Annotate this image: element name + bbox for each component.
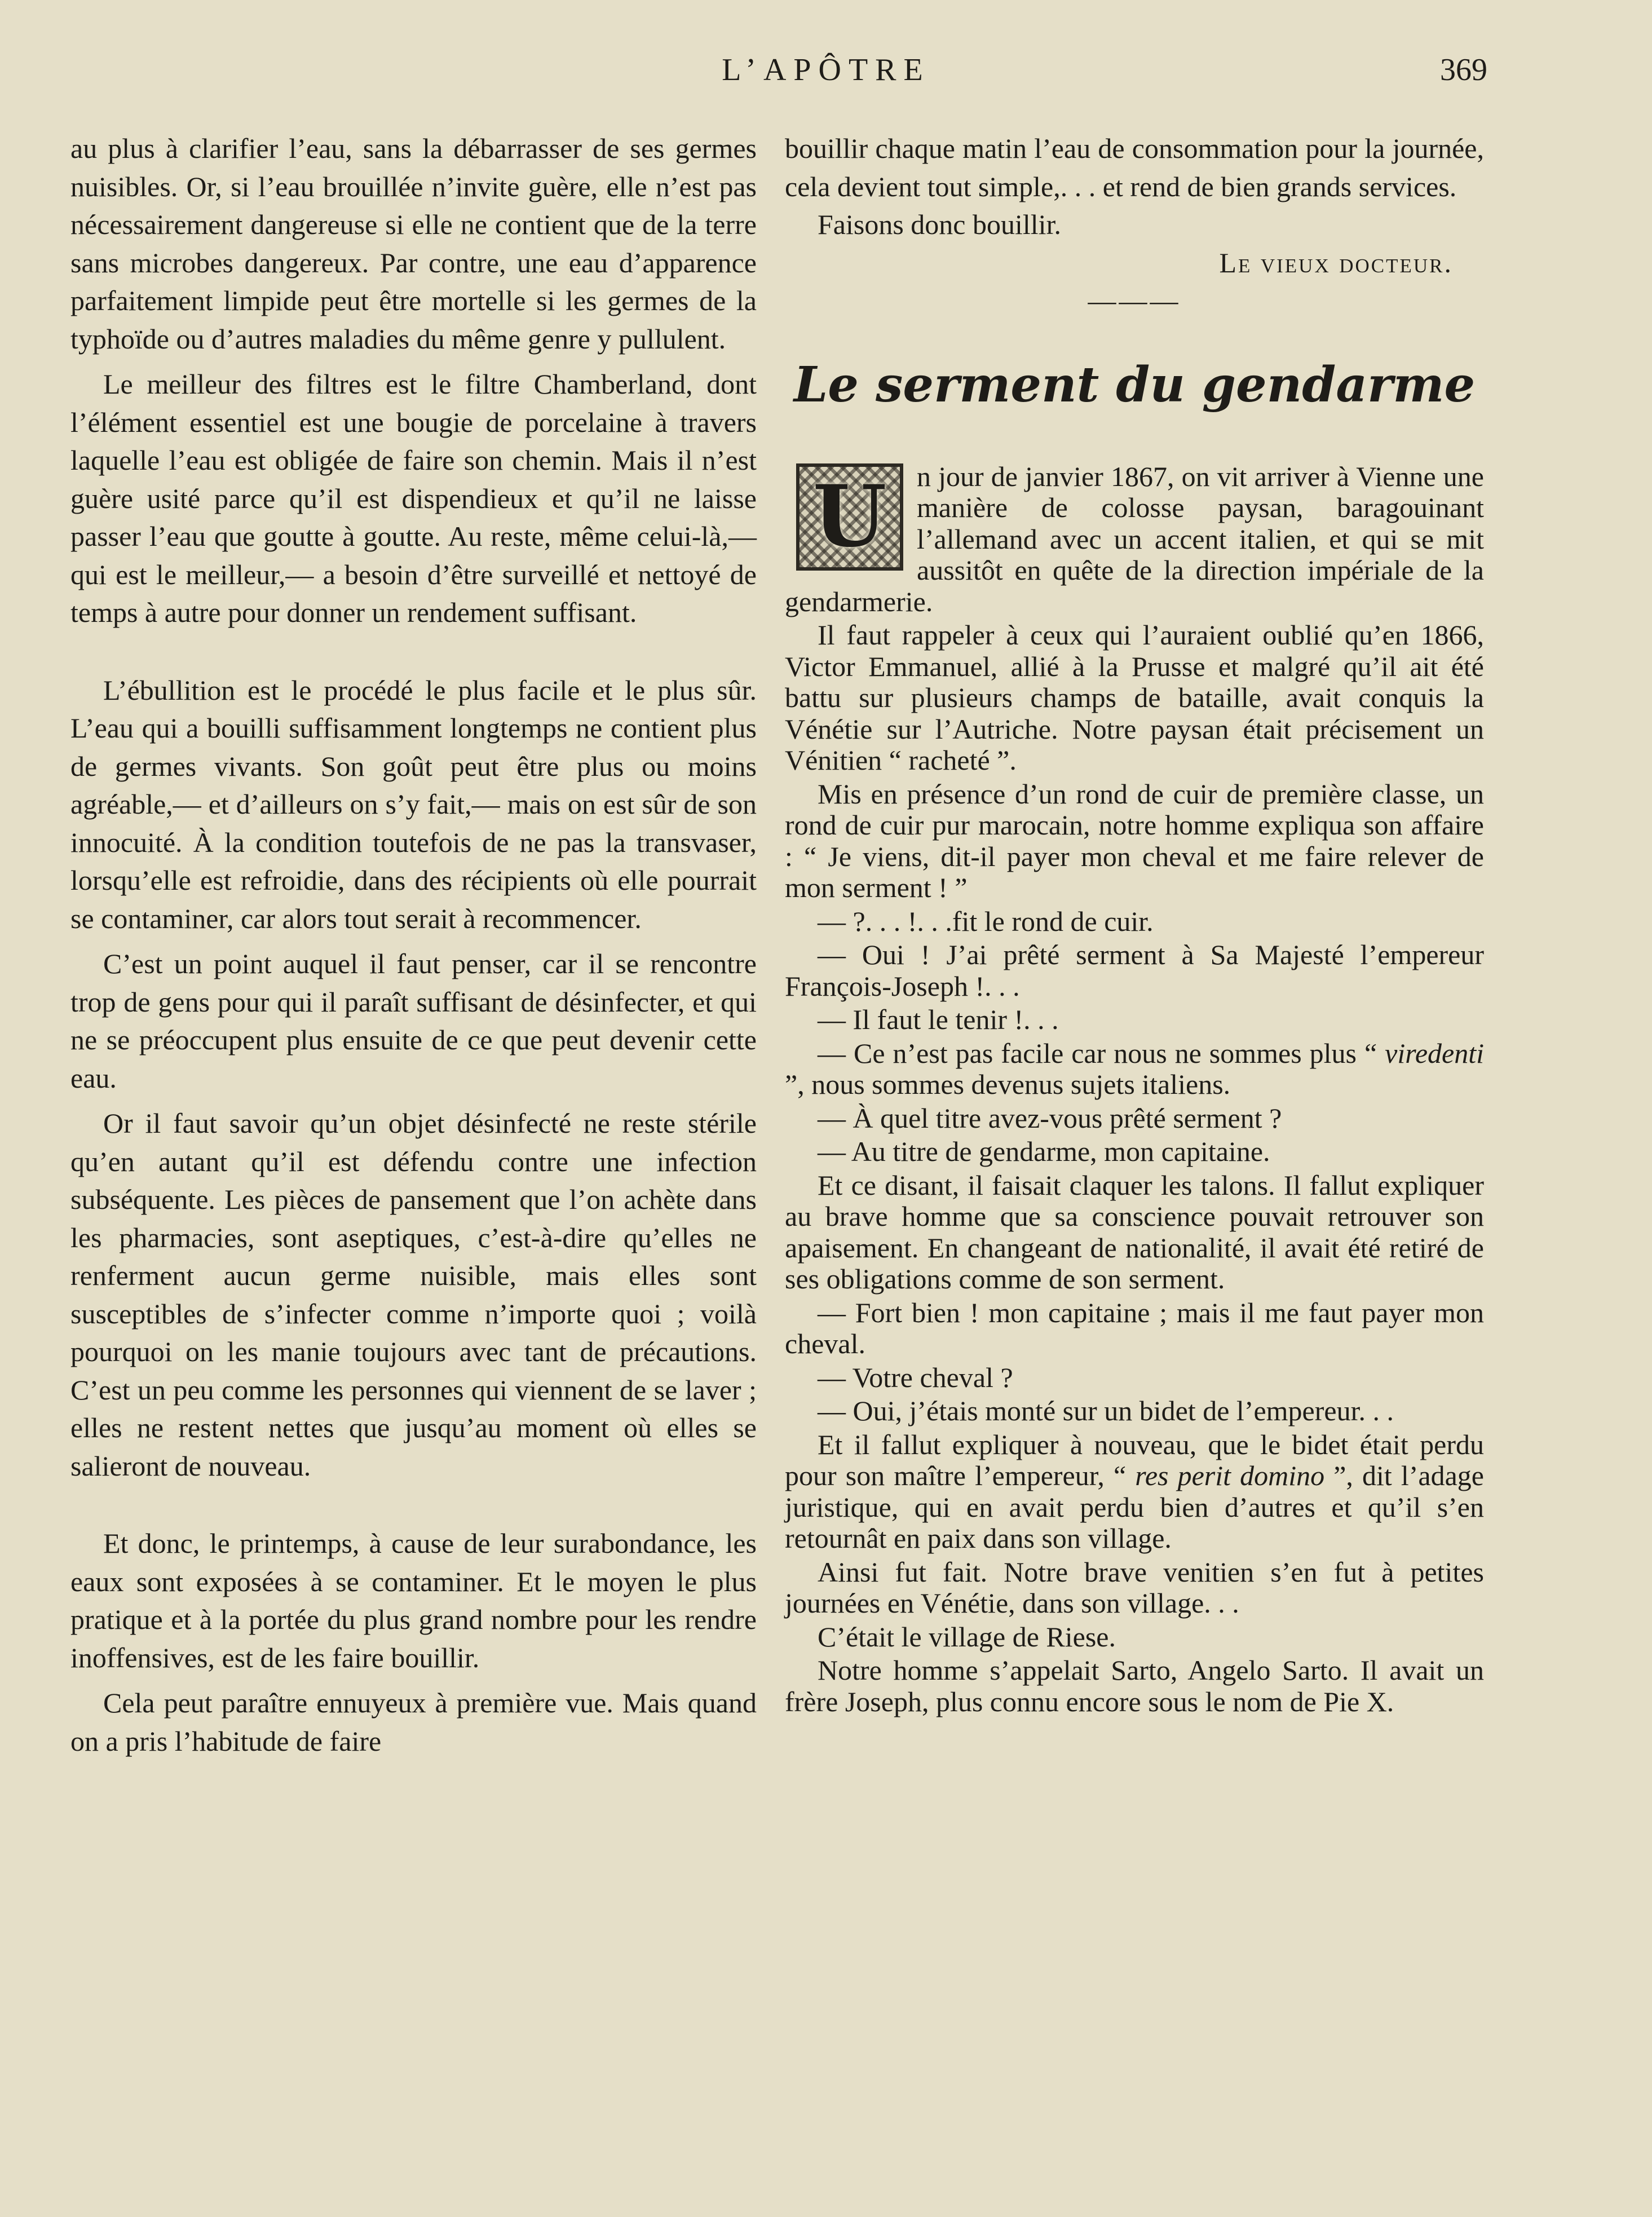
dialogue-line: — Il faut le tenir !. . .	[818, 1004, 1059, 1035]
paragraph: C’était le village de Riese.	[818, 1620, 1116, 1653]
paragraph: C’est un point auquel il faut penser, car il se rencontre trop de gens pour qui il paraît suffisant de désinfecter, et qui ne se préoccupent plus ensuite de ce que peut devenir cette eau.	[70, 948, 757, 1094]
dialogue-line: — À quel titre avez-vous prêté serment ?	[818, 1102, 1282, 1134]
opening-text: n jour de janvier 1867, on vit arriver à Vienne une manière de colosse paysan, baragouinant l’allemand avec un accent italien, et qui se mit aussitôt en quête de la direction impériale de la gendarmerie.	[785, 460, 1484, 617]
running-title: L’APÔTRE	[722, 52, 930, 87]
paragraph: L’ébullition est le procédé le plus facile et le plus sûr. L’eau qui a bouilli suffisamment longtemps ne contient plus de germes vivants. Son goût peut être plus ou moins agréable,— et d’ailleurs on s’y fait,— mais on est sûr de son innocuité. À la condition toutefois de ne pas la transvaser, lorsqu’elle est refroidie, dans des récipients où elle pourrait se contaminer, car alors tout serait à recommencer.	[70, 674, 757, 934]
paragraph	[785, 1429, 1484, 1554]
right-column	[785, 130, 1484, 1717]
paragraph: Faisons donc bouillir.	[818, 209, 1061, 240]
dialogue-line: — Oui, j’étais monté sur un bidet de l’empereur. . .	[818, 1395, 1394, 1427]
paragraph: Et ce disant, il faisait claquer les talons. Il fallut expliquer au brave homme que sa conscience pouvait retrouver son apaisement. En changeant de nationalité, il avait été retiré de ses obligations comme de son serment.	[785, 1169, 1484, 1295]
author-signature: Le vieux docteur.	[1219, 246, 1453, 279]
paragraph: au plus à clarifier l’eau, sans la débarrasser de ses germes nuisibles. Or, si l’eau brouillée n’invite guère, elle n’est pas nécessairement dangereuse si elle ne contient que de la terre sans microbes dangereux. Par contre, une eau d’apparence parfaitement limpide peut être mortelle si les germes de la typhoïde ou d’autres maladies du même genre y pullulent.	[70, 133, 757, 355]
dialogue-line: — ?. . . !. . .fit le rond de cuir.	[818, 905, 1154, 937]
dialogue-line: — Fort bien ! mon capitaine ; mais il me faut payer mon cheval.	[785, 1296, 1484, 1359]
paragraph: Le meilleur des filtres est le filtre Chamberland, dont l’élément essentiel est une bougie de porcelaine à travers laquelle l’eau est obligée de faire son chemin. Mais il n’est guère usité parce qu’il est dispendieux et qu’il ne laisse passer l’eau que goutte à goutte. Au reste, même celui-là,— qui est le meilleur,— a besoin d’être surveillé et nettoyé de temps à autre pour donner un rendement suffisant.	[70, 368, 757, 628]
paragraph: Mis en présence d’un rond de cuir de première classe, un rond de cuir pur marocain, notre homme expliqua son affaire : “ Je viens, dit-il payer mon cheval et me faire relever de mon serment ! ”	[785, 778, 1484, 903]
ornamental-dropcap	[796, 463, 903, 571]
dialogue-line: — Votre cheval ?	[818, 1361, 1013, 1393]
section-separator: ———	[1088, 285, 1181, 316]
dialogue-line: — Oui ! J’ai prêté serment à Sa Majesté l’empereur François-Joseph !. . .	[785, 939, 1484, 1002]
text-run: Et il fallut expliquer à nouveau, que le bidet était perdu pour son maître l’empereur, “	[785, 1428, 1484, 1491]
paragraph: Notre homme s’appelait Sarto, Angelo Sarto. Il avait un frère Joseph, plus connu encore sous le nom de Pie X.	[785, 1654, 1484, 1717]
article-title: Le serment du gendarme	[793, 356, 1476, 413]
text-run: ”, nous sommes devenus sujets italiens.	[785, 1068, 1231, 1100]
text-run: ”, dit l’adage juristique, qui en avait perdu bien d’autres et qu’il s’en retournât en paix dans son village.	[785, 1460, 1484, 1554]
dropcap-letter: U	[812, 466, 887, 566]
paragraph: Or il faut savoir qu’un objet désinfecté ne reste stérile qu’en autant qu’il est défendu contre une infection subséquente. Les pièces de pansement que l’on achète dans les pharmacies, sont aseptiques, c’est-à-dire qu’elles ne renferment aucun germe nuisible, mais elles sont susceptibles de s’infecter comme n’importe quoi ; voilà pourquoi on les manie toujours avec tant de précautions. C’est un peu comme les personnes qui viennent de se laver ; elles ne restent nettes que jusqu’au moment où elles se salieront de nouveau.	[70, 1107, 757, 1482]
paragraph: bouillir chaque matin l’eau de consommation pour la journée, cela devient tout simple,. . . et rend de bien grands services.	[785, 133, 1484, 202]
italic-word: viredenti	[1385, 1037, 1484, 1069]
page-number: 369	[1440, 52, 1487, 87]
paragraph: Et donc, le printemps, à cause de leur surabondance, les eaux sont exposées à se contaminer. Et le moyen le plus pratique et à la portée du plus grand nombre pour les rendre inoffensives, est de les faire bouillir.	[70, 1527, 757, 1673]
paragraph: Ainsi fut fait. Notre brave venitien s’en fut à petites journées en Vénétie, dans son village. . .	[785, 1556, 1484, 1619]
text-run: — Ce n’est pas facile car nous ne sommes plus “	[818, 1037, 1385, 1069]
opening-paragraph	[785, 461, 1484, 618]
paragraph: Cela peut paraître ennuyeux à première vue. Mais quand on a pris l’habitude de faire	[70, 1687, 757, 1757]
dialogue-line	[785, 1038, 1484, 1101]
dialogue-line: — Au titre de gendarme, mon capitaine.	[818, 1136, 1270, 1167]
latin-phrase: res perit domino	[1135, 1460, 1325, 1491]
left-column	[70, 130, 757, 1760]
paragraph: Il faut rappeler à ceux qui l’auraient oublié qu’en 1866, Victor Emmanuel, allié à la Prusse et malgré qu’il ait été battu sur plusieurs champs de bataille, avait conquis la Vénétie sur l’Autriche. Notre paysan était précisement un Vénitien “ racheté ”.	[785, 619, 1484, 776]
